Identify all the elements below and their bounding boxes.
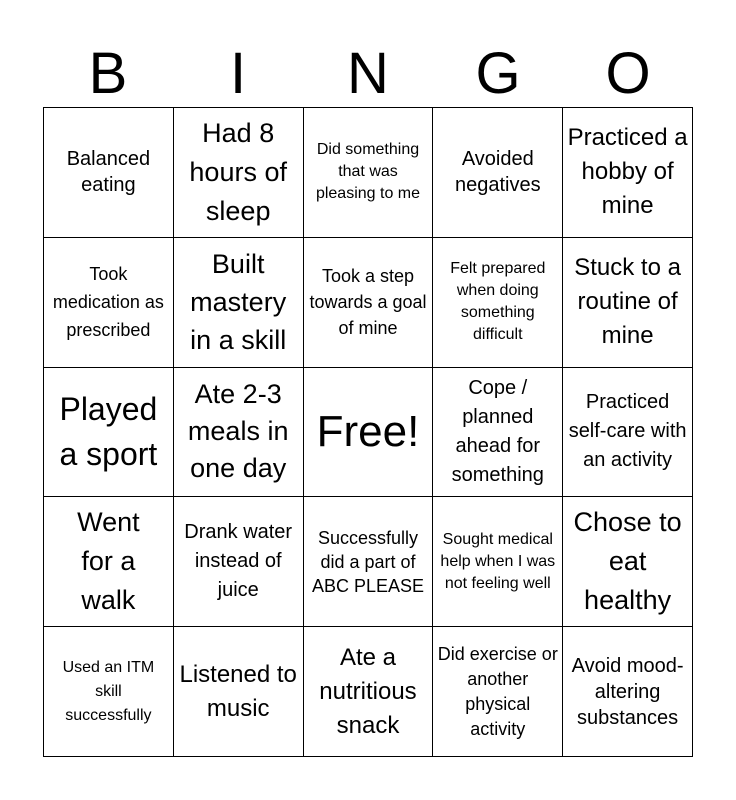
bingo-cell[interactable] bbox=[563, 238, 693, 368]
cell-text: Practiced a hobby of mine bbox=[567, 124, 688, 220]
cell-text: Avoided negatives bbox=[454, 148, 541, 197]
cell-text: Built mastery in a skill bbox=[190, 249, 287, 356]
bingo-cell[interactable] bbox=[174, 238, 304, 368]
bingo-cell[interactable] bbox=[433, 497, 563, 627]
cell-text: Played a sport bbox=[59, 390, 158, 472]
header-letter-n: N bbox=[347, 41, 389, 106]
header-letter-g: G bbox=[475, 41, 521, 106]
cell-text: Stuck to a routine of mine bbox=[574, 254, 681, 350]
bingo-cell[interactable] bbox=[563, 368, 693, 498]
bingo-cell[interactable] bbox=[433, 108, 563, 238]
cell-text: Cope / planned ahead for something bbox=[451, 376, 544, 486]
bingo-cell[interactable] bbox=[44, 368, 174, 498]
bingo-cell[interactable] bbox=[174, 368, 304, 498]
cell-text: Felt prepared when doing something difficult bbox=[450, 260, 546, 344]
cell-text: Did something that was pleasing to me bbox=[315, 141, 421, 203]
bingo-cell[interactable] bbox=[44, 497, 174, 627]
bingo-header bbox=[43, 40, 693, 108]
bingo-cell[interactable] bbox=[563, 497, 693, 627]
bingo-cell[interactable] bbox=[304, 627, 434, 757]
header-letter-i: I bbox=[229, 41, 247, 106]
bingo-board bbox=[43, 107, 693, 757]
bingo-cell[interactable] bbox=[174, 627, 304, 757]
bingo-cell[interactable] bbox=[433, 368, 563, 498]
header-letter-o: O bbox=[605, 41, 651, 106]
cell-text: Successfully did a part of ABC PLEASE bbox=[311, 527, 425, 596]
bingo-cell[interactable] bbox=[44, 108, 174, 238]
cell-text: Went for a walk bbox=[77, 507, 140, 616]
cell-text: Ate 2-3 meals in one day bbox=[187, 379, 289, 484]
cell-text: Did exercise or another physical activity bbox=[437, 643, 558, 739]
cell-text: Sought medical help when I was not feeling well bbox=[440, 530, 556, 592]
cell-text: Avoid mood-altering substances bbox=[571, 654, 684, 729]
cell-text: Had 8 hours of sleep bbox=[189, 117, 287, 226]
bingo-cell[interactable] bbox=[563, 627, 693, 757]
free-space[interactable] bbox=[304, 368, 434, 498]
bingo-cell[interactable] bbox=[563, 108, 693, 238]
cell-text: Ate a nutritious snack bbox=[319, 643, 417, 739]
cell-text: Drank water instead of juice bbox=[184, 521, 293, 602]
bingo-cell[interactable] bbox=[174, 108, 304, 238]
cell-text: Took medication as prescribed bbox=[52, 264, 164, 341]
bingo-cell[interactable] bbox=[44, 238, 174, 368]
cell-text: Took a step towards a goal of mine bbox=[309, 266, 427, 339]
bingo-cell[interactable] bbox=[433, 627, 563, 757]
bingo-cell[interactable] bbox=[304, 238, 434, 368]
cell-text: Listened to music bbox=[179, 660, 297, 722]
bingo-cell[interactable] bbox=[174, 497, 304, 627]
bingo-cell[interactable] bbox=[433, 238, 563, 368]
cell-text: Chose to eat healthy bbox=[573, 507, 682, 616]
cell-text: Balanced eating bbox=[66, 148, 151, 197]
bingo-cell[interactable] bbox=[304, 497, 434, 627]
cell-text: Practiced self-care with an activity bbox=[568, 391, 687, 472]
cell-text: Used an ITM skill successfully bbox=[62, 658, 155, 724]
header-letter-b: B bbox=[88, 41, 128, 106]
bingo-cell[interactable] bbox=[44, 627, 174, 757]
bingo-cell[interactable] bbox=[304, 108, 434, 238]
free-space-text: Free! bbox=[316, 406, 420, 456]
